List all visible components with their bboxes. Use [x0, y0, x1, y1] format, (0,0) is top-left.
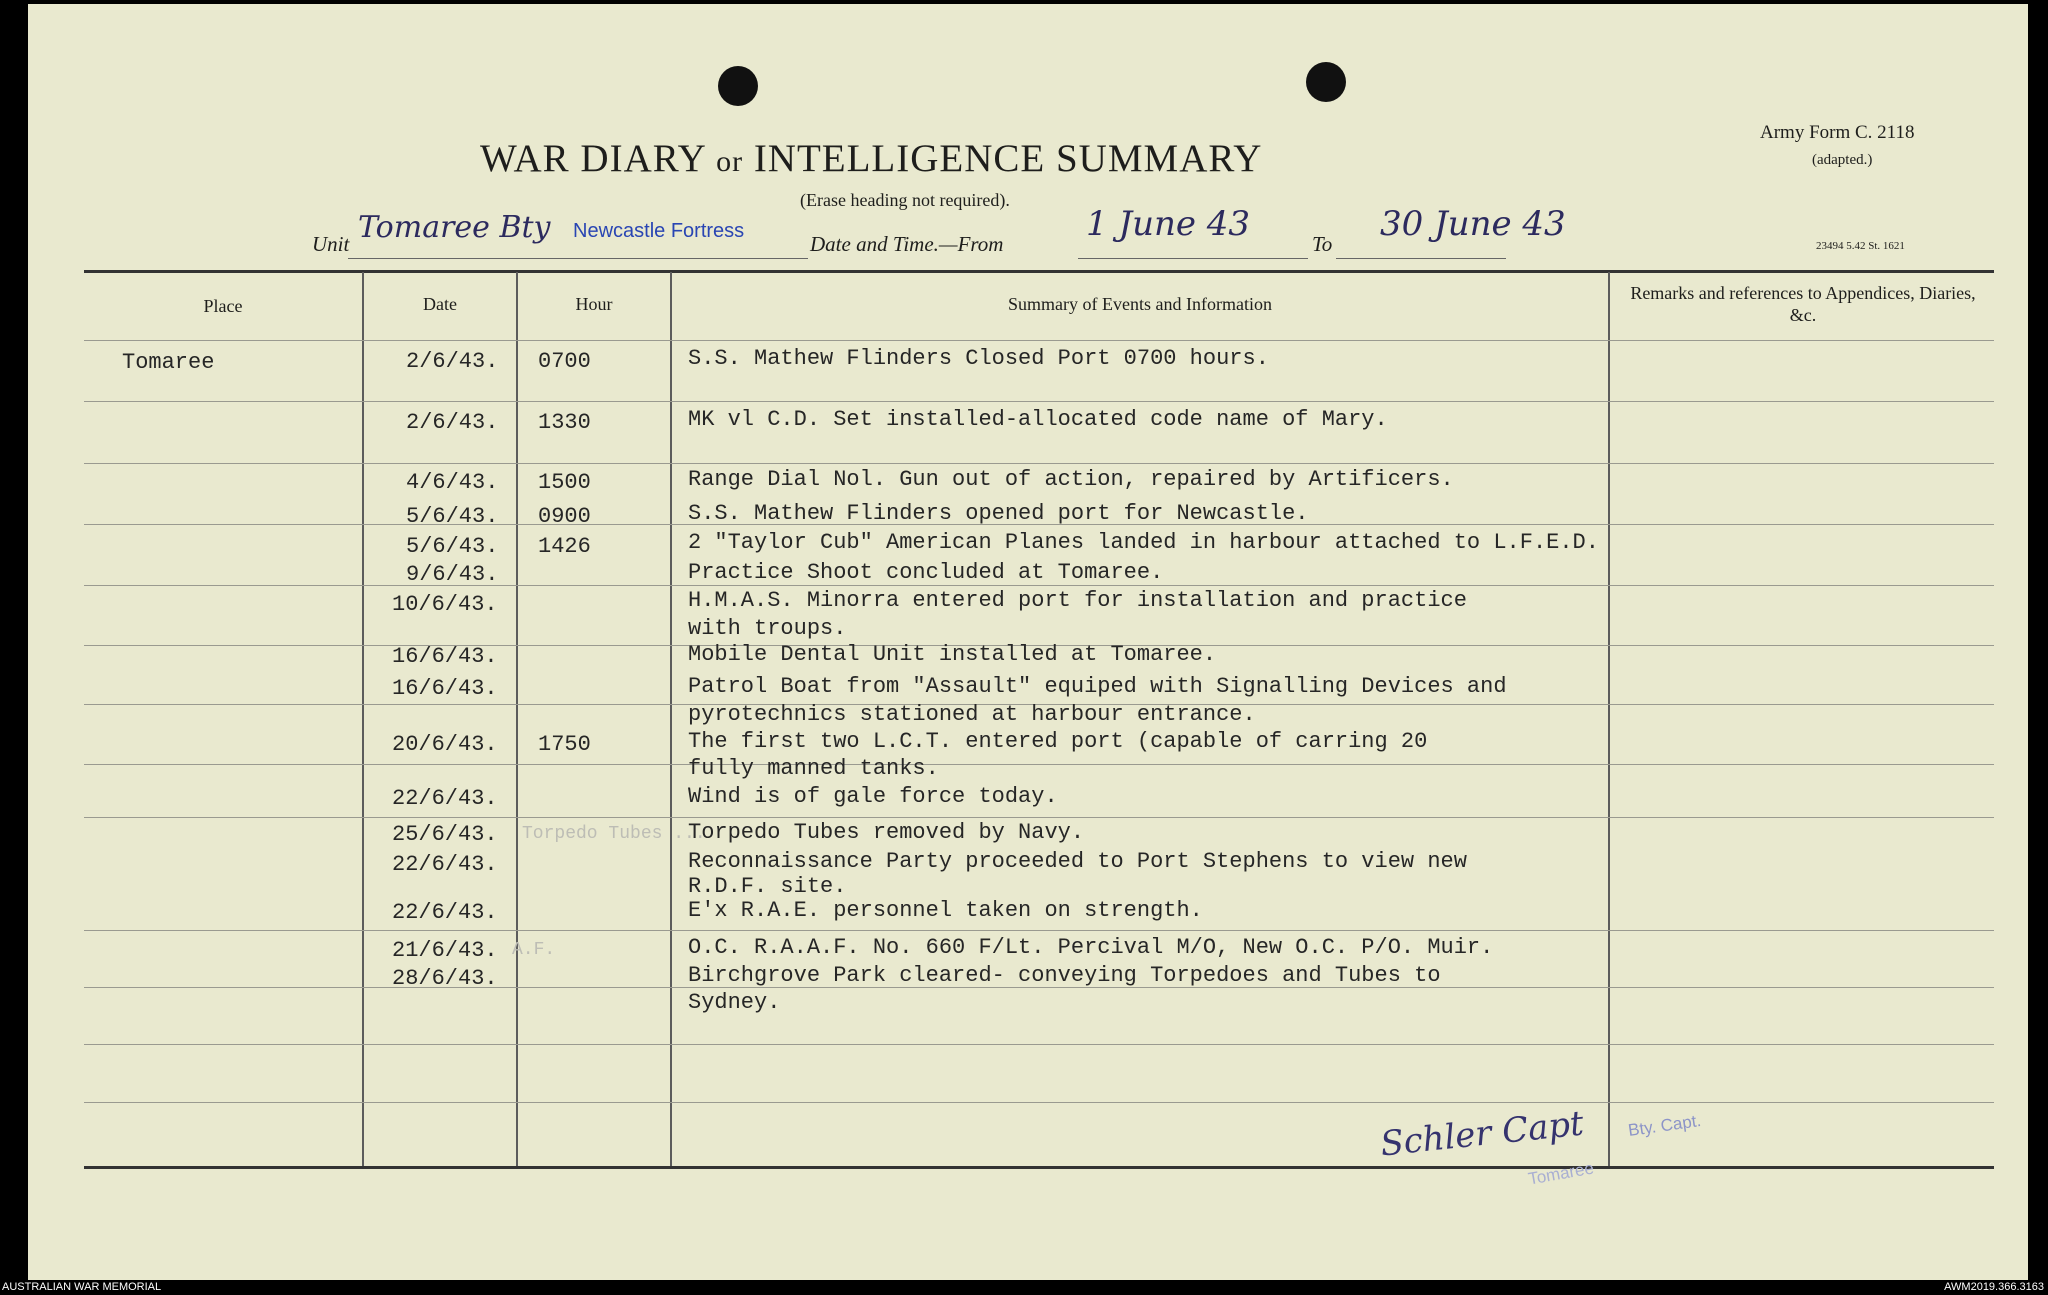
date-cell: 28/6/43. — [392, 966, 498, 991]
date-from-label: Date and Time.—From — [810, 232, 1004, 256]
hour-cell: 1426 — [538, 534, 591, 559]
summary-line: S.S. Mathew Flinders opened port for Newcastle. — [688, 501, 1309, 526]
date-cell: 5/6/43. — [406, 504, 499, 529]
column-header-place: Place — [203, 296, 243, 316]
date-cell: 22/6/43. — [392, 852, 498, 877]
unit-label: Unit — [312, 232, 350, 256]
archive-footer — [0, 1280, 2048, 1295]
summary-line: 2 "Taylor Cub" American Planes landed in harbour attached to L.F.E.D. — [688, 530, 1599, 555]
faint-overtype: A.F. — [512, 940, 556, 960]
summary-line: H.M.A.S. Minorra entered port for installation and practice — [688, 588, 1467, 613]
footer-accession: AWM2019.366.3163 — [1944, 1281, 2044, 1293]
date-cell: 10/6/43. — [392, 592, 498, 617]
summary-line: Torpedo Tubes removed by Navy. — [688, 820, 1085, 845]
summary-line: Birchgrove Park cleared- conveying Torpedoes and Tubes to — [688, 963, 1441, 988]
summary-line: with troups. — [688, 616, 847, 641]
date-cell: 20/6/43. — [392, 732, 498, 757]
summary-line: Practice Shoot concluded at Tomaree. — [688, 560, 1164, 585]
date-cell: 25/6/43. — [392, 822, 498, 847]
footer-institution: AUSTRALIAN WAR MEMORIAL — [2, 1281, 162, 1293]
date-to-label: To — [1312, 232, 1333, 256]
column-header-hour: Hour — [575, 294, 613, 314]
hour-cell: 0900 — [538, 504, 591, 529]
stamp-place: Tomaree — [1526, 1158, 1596, 1189]
summary-line: Range Dial Nol. Gun out of action, repaired by Artificers. — [688, 467, 1454, 492]
title-war-diary: WAR DIARY — [480, 137, 706, 180]
title-intelligence-summary: INTELLIGENCE SUMMARY — [753, 137, 1263, 180]
table-top-rule — [84, 270, 1994, 273]
title-or: or — [716, 145, 744, 178]
date-cell: 2/6/43. — [406, 410, 499, 435]
date-cell: 9/6/43. — [406, 562, 499, 587]
erase-note: (Erase heading not required). — [800, 190, 1010, 210]
summary-line: E'x R.A.E. personnel taken on strength. — [688, 898, 1203, 923]
form-adapted: (adapted.) — [1812, 152, 1873, 168]
army-form-number: Army Form C. 2118 — [1760, 122, 1915, 143]
hour-cell: 1330 — [538, 410, 591, 435]
war-diary-sheet — [28, 4, 2028, 1280]
unit-handwritten: Tomaree Bty — [358, 210, 551, 245]
column-header-remarks: Remarks and references to Appendices, Diaries, &c. — [1630, 283, 1976, 325]
date-cell: 16/6/43. — [392, 644, 498, 669]
faint-overtype: Torpedo Tubes ... — [522, 824, 706, 844]
table-bottom-rule — [84, 1166, 1994, 1169]
summary-line: pyrotechnics stationed at harbour entrance. — [688, 702, 1256, 727]
signature: Schler Capt — [1378, 1103, 1586, 1165]
punch-hole — [718, 66, 758, 106]
hour-cell: 0700 — [538, 349, 591, 374]
summary-line: Sydney. — [688, 990, 781, 1015]
summary-line: O.C. R.A.A.F. No. 660 F/Lt. Percival M/O, New O.C. P/O. Muir. — [688, 935, 1494, 960]
place-cell: Tomaree — [122, 350, 215, 375]
date-cell: 22/6/43. — [392, 786, 498, 811]
date-cell: 22/6/43. — [392, 900, 498, 925]
date-cell: 2/6/43. — [406, 349, 499, 374]
print-code: 23494 5.42 St. 1621 — [1816, 240, 1905, 252]
summary-line: Reconnaissance Party proceeded to Port Stephens to view new — [688, 849, 1467, 874]
summary-line: MK vl C.D. Set installed-allocated code name of Mary. — [688, 407, 1388, 432]
summary-line: Mobile Dental Unit installed at Tomaree. — [688, 642, 1217, 667]
punch-hole — [1306, 62, 1346, 102]
summary-line: fully manned tanks. — [688, 756, 939, 781]
column-header-date: Date — [423, 294, 457, 314]
hour-cell: 1750 — [538, 732, 591, 757]
summary-line: The first two L.C.T. entered port (capable of carring 20 — [688, 729, 1428, 754]
date-from-handwritten: 1 June 43 — [1086, 204, 1251, 244]
date-to-handwritten: 30 June 43 — [1380, 204, 1566, 244]
summary-line: Patrol Boat from "Assault" equiped with Signalling Devices and — [688, 674, 1507, 699]
date-cell: 4/6/43. — [406, 470, 499, 495]
document-title — [480, 136, 1262, 181]
stamp-title: Bty. Capt. — [1626, 1110, 1703, 1141]
date-cell: 21/6/43. — [392, 938, 498, 963]
hour-cell: 1500 — [538, 470, 591, 495]
summary-line: S.S. Mathew Flinders Closed Port 0700 hours. — [688, 346, 1269, 371]
date-cell: 16/6/43. — [392, 676, 498, 701]
column-header-summary: Summary of Events and Information — [1008, 294, 1272, 314]
date-cell: 5/6/43. — [406, 534, 499, 559]
summary-line: Wind is of gale force today. — [688, 784, 1058, 809]
summary-line: R.D.F. site. — [688, 874, 847, 899]
unit-stamp: Newcastle Fortress — [573, 220, 745, 242]
